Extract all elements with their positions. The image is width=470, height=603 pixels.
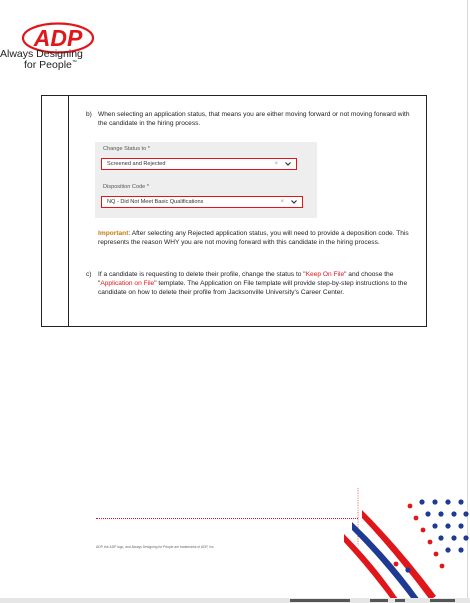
disposition-code-value: NQ - Did Not Meet Basic Qualifications [107,199,204,205]
item-b-text: When selecting an application status, that means you are either moving forward or not moving forward with the candidate in the hiring process. [98,111,410,127]
clear-icon[interactable]: × [274,161,278,167]
change-status-select[interactable] [101,158,297,170]
bottom-strip [0,598,470,603]
change-status-value: Screened and Rejected [107,161,166,167]
svg-text:ADP: ADP [33,25,83,51]
table-column-divider [68,96,69,326]
change-status-label: Change Status to * [103,146,150,152]
disposition-code-select[interactable] [101,196,303,208]
item-c: c) If a candidate is requesting to delete their profile, change the status to "Keep On File" and choose the "Application on File" template. The Application on File template will provide step-by-step instructions to the candidate on how to delete their profile from Jacksonville University's Career Center. [86,271,408,296]
footer-divider [96,518,358,519]
footer-trademark: ADP, the ADP logo, and Always Designing for People are trademarks of ADP, Inc. [96,545,215,549]
application-on-file-highlight: Application on File [100,279,155,287]
tagline-line2: for People™ [24,59,77,71]
chevron-down-icon[interactable] [285,162,291,166]
important-note [98,230,420,248]
tagline-line1: Always Designing [0,48,83,60]
item-b [86,111,416,129]
chevron-down-icon[interactable] [291,200,297,204]
item-b-marker: b) [86,111,92,118]
important-label: Important [98,230,129,237]
keep-on-file-highlight: Keep On File [305,271,345,278]
item-c-marker: c) [86,271,92,278]
stars-stripes-decoration-icon [340,478,470,603]
clear-icon[interactable]: × [280,199,284,205]
important-text: : After selecting any Rejected application status, you will need to provide a deposition code. This represents the reason WHY you are not moving forward with this candidate in the hiring process. [98,230,409,246]
disposition-code-label: Disposition Code * [103,184,150,190]
status-form-screenshot [95,142,317,218]
